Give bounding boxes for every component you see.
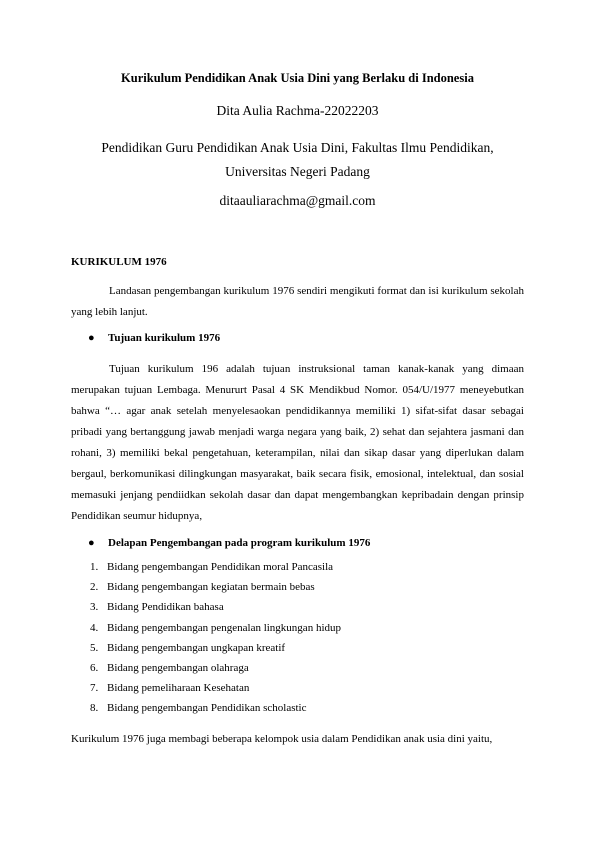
author-name: Dita Aulia Rachma-22022203 [216, 103, 379, 118]
list-text: Bidang pengembangan Pendidikan scholastic [107, 702, 307, 715]
list-item [90, 678, 341, 698]
list-number: 3. [90, 601, 99, 614]
list-item [90, 698, 341, 718]
affiliation-line-1: Pendidikan Guru Pendidikan Anak Usia Dini, Fakultas Ilmu Pendidikan, [101, 140, 494, 155]
list-item [90, 597, 341, 617]
bullet-marker: ● [88, 537, 95, 549]
list-item [90, 658, 341, 678]
list-text: Bidang pengembangan olahraga [107, 661, 249, 674]
list-number: 4. [90, 621, 99, 634]
bullet-label: Tujuan kurikulum 1976 [108, 332, 221, 344]
list-item [90, 557, 341, 577]
list-item [90, 618, 341, 638]
list-item [90, 638, 341, 658]
paper-title: Kurikulum Pendidikan Anak Usia Dini yang Berlaku di Indonesia [121, 71, 474, 85]
list-text: Bidang pemeliharaan Kesehatan [107, 682, 250, 695]
list-text: Bidang pengembangan ungkapan kreatif [107, 641, 286, 654]
bullet-label: Delapan Pengembangan pada program kurikulum 1976 [108, 537, 371, 549]
list-text: Bidang pengembangan pengenalan lingkungan hidup [107, 621, 341, 634]
list-number: 2. [90, 581, 99, 594]
development-list [90, 557, 341, 719]
list-text: Bidang pengembangan Pendidikan moral Pancasila [107, 561, 334, 573]
list-number: 5. [90, 641, 99, 654]
intro-paragraph: Landasan pengembangan kurikulum 1976 sendiri mengikuti format dan isi kurikulum sekolah yang lebih lanjut. [71, 285, 524, 318]
list-text: Bidang pengembangan kegiatan bermain bebas [107, 581, 315, 594]
list-number: 7. [90, 682, 99, 695]
list-number: 6. [90, 661, 99, 674]
list-text: Bidang Pendidikan bahasa [107, 601, 224, 614]
closing-paragraph: Kurikulum 1976 juga membagi beberapa kelompok usia dalam Pendidikan anak usia dini yaitu, [71, 733, 493, 745]
list-number: 8. [90, 702, 99, 715]
list-item [90, 577, 341, 597]
list-number: 1. [90, 561, 99, 573]
section-heading: KURIKULUM 1976 [71, 256, 167, 268]
bullet-marker: ● [88, 332, 95, 344]
author-affiliation [40, 136, 555, 184]
affiliation-line-2: Universitas Negeri Padang [225, 164, 370, 179]
author-email: ditaauliarachma@gmail.com [219, 193, 376, 208]
tujuan-paragraph: Tujuan kurikulum 196 adalah tujuan instruksional taman kanak-kanak yang dimaan merupakan tujuan Lembaga. Menururt Pasal 4 SK Mendikbud Nomor. 054/U/1977 meneyebutkan bahwa “… agar anak setelah menyelesaokan pendidikannya memiliki 1) sifat-sifat dasar sebagai pribadi yang bertanggung jawab menjadi warga negara yang baik, 2) sehat dan sejahtera jasmani dan rohani, 3) memiliki bekal pengetahuan, keterampilan, nilai dan sikap dasar yang diperlukan dalam bergaul, berkomunikasi dilingkungan masyarakat, baik secara fisik, emosional, intelektual, dan sosial memasuki jenjang pendiidkan sekolah dasar dan dapat mengembangkan kepribadain dengan prinsip Pendidikan seumur hidupnya, [71, 363, 524, 522]
